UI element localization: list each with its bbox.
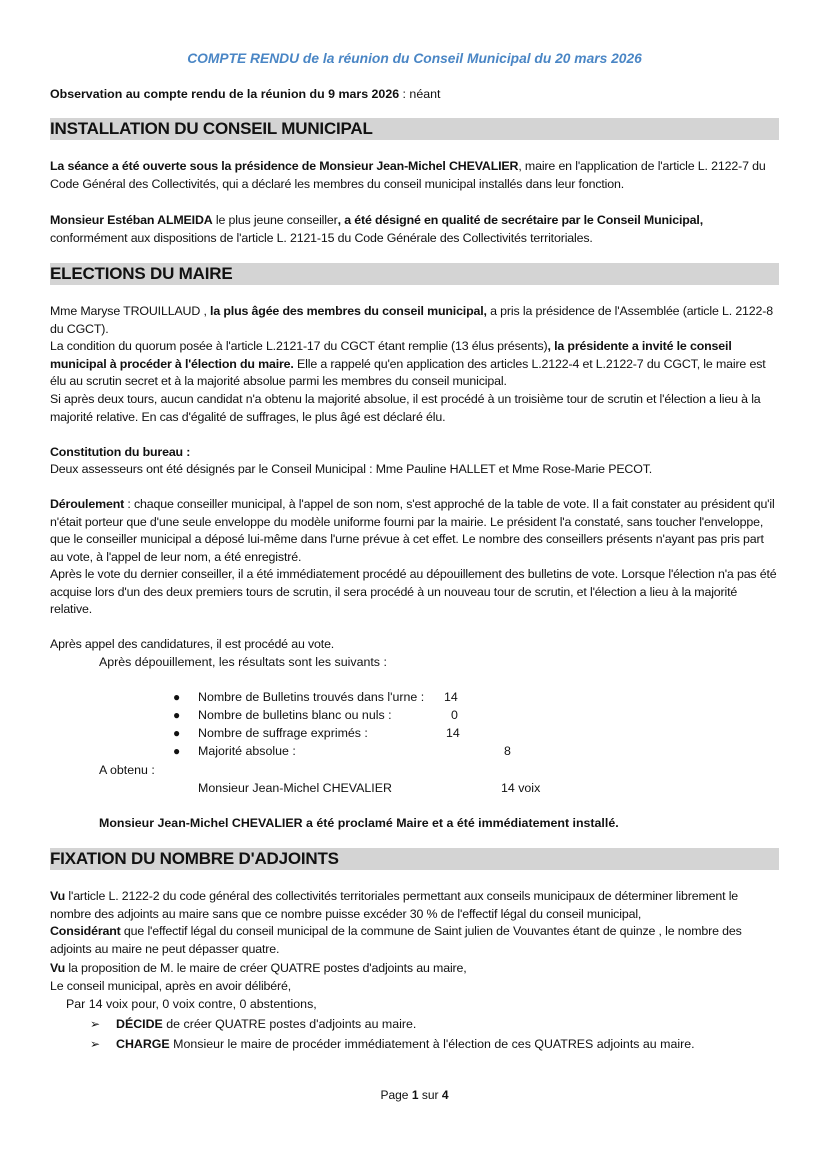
result-row xyxy=(50,726,779,744)
vu-text: l'article L. 2122-2 du code général des collectivités territoriales permettant aux conseils municipaux de déterminer librement le nombre des adjoints au maire sans que ce nombre puisse excéder 30 % de l'effectif légal du conseil municipal, xyxy=(50,889,739,921)
vu-paragraph-2 xyxy=(50,960,779,978)
observation-line xyxy=(50,87,440,101)
result-value: 0 xyxy=(451,708,458,722)
result-label: Nombre de Bulletins trouvés dans l'urne : xyxy=(198,690,425,704)
installation-p2-bold-2: , a été désigné en qualité de secrétaire par le Conseil Municipal, xyxy=(337,213,703,227)
considerant-text: que l'effectif légal du conseil municipal de la commune de Saint julien de Vouvantes étant de quinze , le nombre des adjoints au maire ne peut dépasser quatre. xyxy=(50,924,742,956)
bullet-icon: ● xyxy=(173,690,181,704)
result-label: Nombre de bulletins blanc ou nuls : xyxy=(198,708,392,722)
installation-paragraph-1 xyxy=(50,158,779,193)
vu-text: la proposition de M. le maire de créer QUATRE postes d'adjoints au maire, xyxy=(65,961,467,975)
decision-verb: CHARGE xyxy=(116,1037,170,1051)
elections-p1-bold: la plus âgée des membres du conseil municipal, xyxy=(210,304,487,318)
deroulement-text: : chaque conseiller municipal, à l'appel de son nom, s'est approché de la table de vote. Il a fait constater au président qu'il n'était porteur que d'une seule enveloppe du modèle uniforme fourni par la mairie. Le président l'a constaté, sans toucher l'enveloppe, que le conseiller municipal a déposé lui-même dans l'urne prévue à cet effet. Le nombre des conseillers présents n'ayant pas pris part au vote, à l'appel de leur nom, a été enregistré. xyxy=(50,497,775,564)
document-title: COMPTE RENDU de la réunion du Conseil Municipal du 20 mars 2026 xyxy=(187,51,642,66)
vu-label: Vu xyxy=(50,889,66,903)
candidate-name: Monsieur Jean-Michel CHEVALIER xyxy=(198,781,392,795)
bureau-text: Deux assesseurs ont été désignés par le Conseil Municipal : Mme Pauline HALLET et Mme Rose-Marie PECOT. xyxy=(50,462,653,476)
obtenu-label: A obtenu : xyxy=(99,763,155,777)
installation-p1-text: , maire en l'application de l'article L. 2122-7 du Code Général des Collectivités, qui a déclaré les membres du conseil municipal installés dans leur fonction. xyxy=(50,159,766,191)
decision-item xyxy=(50,1017,779,1035)
depouillement-text: Après dépouillement, les résultats sont les suivants : xyxy=(99,655,387,669)
apres-vote-paragraph: Après le vote du dernier conseiller, il a été immédiatement procédé au dépouillement des bulletins de vote. Lorsque l'élection n'a pas été acquise lors d'un des deux premiers tours de scrutin, il sera procédé à un nouveau tour de scrutin, et l'élection a lieu à la majorité relative. xyxy=(50,567,777,617)
elections-p1-a: Mme Maryse TROUILLAUD , xyxy=(50,304,211,318)
conseil-deliberation: Le conseil municipal, après en avoir délibéré, xyxy=(50,979,292,993)
bullet-icon: ● xyxy=(173,744,181,758)
installation-p2-mid: le plus jeune conseiller xyxy=(212,213,338,227)
page-total: 4 xyxy=(441,1088,449,1102)
observation-value: : néant xyxy=(399,87,441,101)
bullet-icon: ● xyxy=(173,726,181,740)
elections-paragraph-3: Si après deux tours, aucun candidat n'a obtenu la majorité absolue, il est procédé à un troisième tour de scrutin et l'élection a lieu à la majorité relative. En cas d'égalité de suffrages, le plus âgé est déclaré élu. xyxy=(50,392,761,424)
considerant-label: Considérant xyxy=(50,924,121,938)
result-row xyxy=(50,690,779,708)
candidate-votes: 14 voix xyxy=(501,781,541,795)
observation-label: Observation au compte rendu de la réunion du 9 mars 2026 xyxy=(50,87,400,101)
decision-body: Monsieur le maire de procéder immédiatement à l'élection de ces QUATRES adjoints au maire. xyxy=(169,1037,695,1051)
section-heading-adjoints: FIXATION DU NOMBRE D'ADJOINTS xyxy=(50,848,779,870)
installation-p1-bold: La séance a été ouverte sous la présidence de Monsieur Jean-Michel CHEVALIER xyxy=(50,159,519,173)
result-value: 14 xyxy=(446,726,460,740)
elections-p2-a: La condition du quorum posée à l'article L.2121-17 du CGCT étant remplie (13 élus présents) xyxy=(50,339,548,353)
section-heading-elections: ELECTIONS DU MAIRE xyxy=(50,263,779,285)
result-value: 8 xyxy=(504,744,511,758)
elections-paragraph-2 xyxy=(50,338,779,391)
page-current: 1 xyxy=(411,1088,419,1102)
appel-candidatures: Après appel des candidatures, il est procédé au vote. xyxy=(50,637,335,651)
bullet-icon: ● xyxy=(173,708,181,722)
decision-verb: DÉCIDE xyxy=(116,1017,163,1031)
elections-p1-b: a pris la présidence de l'Assemblée (article L. 2122-8 du CGCT). xyxy=(50,304,773,336)
elections-p2-b: Elle a rappelé qu'en application des articles L.2122-4 et L.2122-7 du CGCT, le maire est élu au scrutin secret et à la majorité absolue parmi les membres du conseil municipal. xyxy=(50,356,766,389)
installation-p2-text: conformément aux dispositions de l'article L. 2121-15 du Code Générale des Collectivités territoriales. xyxy=(50,230,593,245)
arrow-bullet-icon: ➢ xyxy=(90,1017,101,1031)
elections-p2-bold: , la présidente a invité le conseil municipal à procéder à l'élection du maire. xyxy=(50,339,732,371)
page-middle: sur xyxy=(418,1088,442,1102)
decision-text xyxy=(116,1037,695,1051)
result-label: Majorité absolue : xyxy=(198,744,296,758)
result-row xyxy=(50,744,779,762)
result-row xyxy=(50,708,779,726)
vu-label: Vu xyxy=(50,961,66,975)
section-heading-installation: INSTALLATION DU CONSEIL MUNICIPAL xyxy=(50,118,779,140)
bureau-heading xyxy=(50,444,779,462)
installation-p2-bold-1: Monsieur Estéban ALMEIDA xyxy=(50,213,213,227)
page-footer xyxy=(50,1088,779,1102)
bureau-heading-text: Constitution du bureau : xyxy=(50,445,191,459)
result-value: 14 xyxy=(444,690,458,704)
vu-paragraph-1 xyxy=(50,888,779,923)
proclamation: Monsieur Jean-Michel CHEVALIER a été proclamé Maire et a été immédiatement installé. xyxy=(99,816,619,830)
decision-item xyxy=(50,1037,779,1055)
deroulement-label: Déroulement xyxy=(50,497,125,511)
decision-text xyxy=(116,1017,416,1031)
elections-paragraph-1 xyxy=(50,303,779,338)
installation-paragraph-2 xyxy=(50,212,779,247)
page-prefix: Page xyxy=(380,1088,412,1102)
result-label: Nombre de suffrage exprimés : xyxy=(198,726,368,740)
deroulement-paragraph xyxy=(50,496,779,566)
vote-result: Par 14 voix pour, 0 voix contre, 0 abstentions, xyxy=(66,997,317,1011)
arrow-bullet-icon: ➢ xyxy=(90,1037,101,1051)
decision-body: de créer QUATRE postes d'adjoints au maire. xyxy=(162,1017,417,1031)
considerant-paragraph xyxy=(50,923,779,958)
